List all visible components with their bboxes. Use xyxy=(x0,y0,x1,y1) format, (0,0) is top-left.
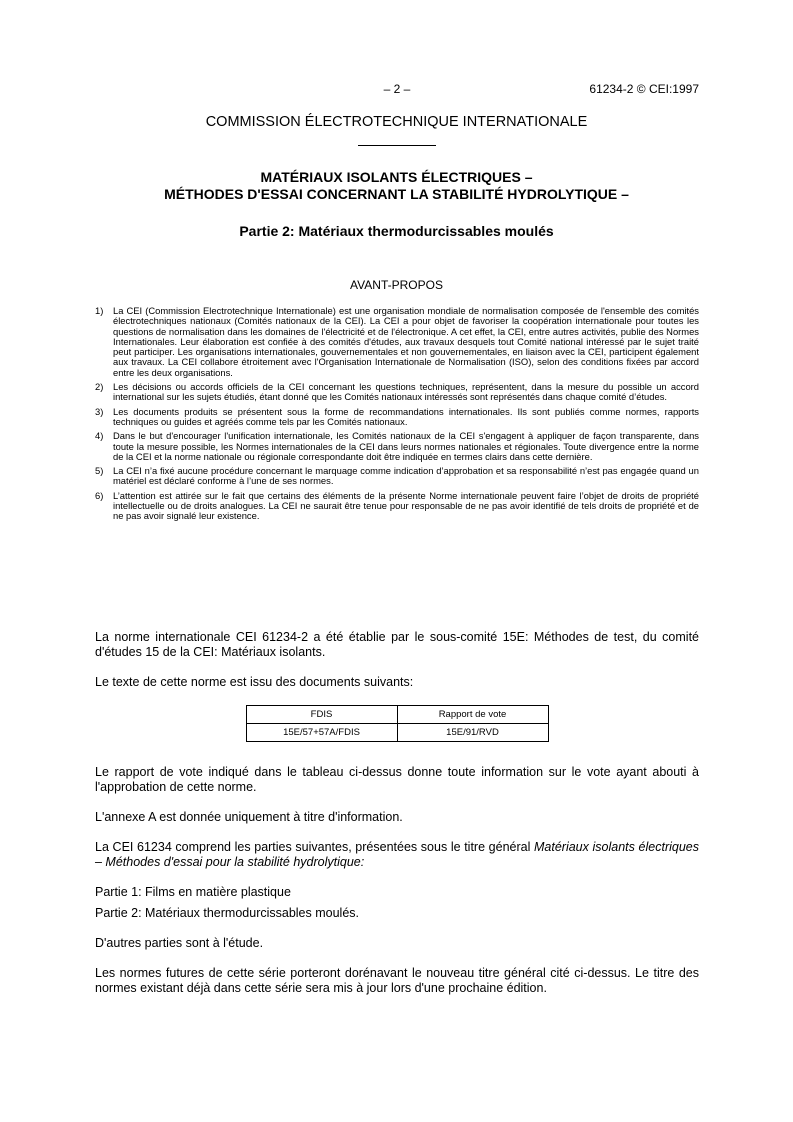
table-header-cell: FDIS xyxy=(246,706,397,724)
paragraph-annex: L'annexe A est donnée uniquement à titre d'information. xyxy=(95,810,403,824)
foreword-item-number: 1) xyxy=(95,305,104,316)
separator-rule xyxy=(358,145,436,146)
paragraph-other-parts: D'autres parties sont à l'étude. xyxy=(95,936,264,950)
parts-intro-text: La CEI 61234 comprend les parties suivantes, présentées sous le titre général xyxy=(95,840,534,854)
body-text xyxy=(95,630,699,1011)
page-number: – 2 – xyxy=(383,82,411,96)
foreword-item xyxy=(95,491,699,522)
paragraph-future-standards: Les normes futures de cette série porteront dorénavant le nouveau titre général cité ci-dessus. Le titre des normes existant déjà dans cette série sera mis à jour lors d'une prochaine édition. xyxy=(95,966,699,995)
part-1-line: Partie 1: Films en matière plastique xyxy=(95,885,291,899)
foreword-item-number: 4) xyxy=(95,430,104,442)
table-cell: 15E/57+57A/FDIS xyxy=(246,724,397,742)
voting-documents-table xyxy=(246,705,549,742)
page-header xyxy=(95,82,699,98)
part-2-line: Partie 2: Matériaux thermodurcissables moulés. xyxy=(95,906,360,920)
foreword-item-text: La CEI (Commission Electrotechnique Internationale) est une organisation mondiale de normalisation composée de l'ensemble des comités électrotechniques nationaux (Comités nationaux de la CEI). La CEI a pour objet de favoriser la coopération internationale pour toutes les questions de normalisation dans les domaines de l'électricité et de l'électronique. A cet effet, la CEI, entre autres activités, publie des Normes Internationales. Leur élaboration est confiée à des comités d'études, aux travaux desquels tout Comité national intéressé par le sujet traité peut participer. Les organisations internationales, gouvernementales et non gouvernementales, en liaison avec la CEI, participent également aux travaux. La CEI collabore étroitement avec l'Organisation Internationale de Normalisation (ISO), selon des conditions fixées par accord entre les deux organisations. xyxy=(113,305,699,378)
foreword-item-text: La CEI n’a fixé aucune procédure concernant le marquage comme indication d’approbation et sa responsabilité n’est pas engagée quand un matériel est déclaré conforme à l’une de ses normes. xyxy=(113,465,699,487)
table-row xyxy=(246,724,548,742)
foreword-item-text: L’attention est attirée sur le fait que certains des éléments de la présente Norme internationale peuvent faire l’objet de droits de propriété intellectuelle ou de droits analogues. La CEI ne saurait être tenue pour responsable de ne pas avoir identifié de tels droits de propriété et de ne pas avoir signalé leur existence. xyxy=(113,489,699,522)
document-subtitle: Partie 2: Matériaux thermodurcissables moulés xyxy=(239,223,554,239)
foreword-item-number: 2) xyxy=(95,381,104,393)
document-title xyxy=(0,169,793,203)
foreword-item-text: Dans le but d'encourager l'unification internationale, les Comités nationaux de la CEI s'engagent à appliquer de façon transparente, dans toute la mesure possible, les Normes internationales de la CEI dans leurs normes nationales et régionales. Toute divergence entre la norme de la CEI et la norme nationale ou régionale correspondante doit être indiquée en termes clairs dans cette dernière. xyxy=(113,430,699,462)
foreword-item-number: 5) xyxy=(95,465,104,477)
foreword-heading: AVANT-PROPOS xyxy=(350,278,443,292)
title-line-1: MATÉRIAUX ISOLANTS ÉLECTRIQUES – xyxy=(260,169,533,185)
foreword-item xyxy=(95,466,699,487)
organization-name: COMMISSION ÉLECTROTECHNIQUE INTERNATIONALE xyxy=(205,114,588,130)
paragraph-committee: La norme internationale CEI 61234-2 a été établie par le sous-comité 15E: Méthodes de test, du comité d'études 15 de la CEI: Matériaux isolants. xyxy=(95,630,699,659)
foreword-item xyxy=(95,306,699,378)
table-header-row xyxy=(246,706,548,724)
table-cell: 15E/91/RVD xyxy=(397,724,548,742)
foreword-list xyxy=(95,306,699,526)
foreword-item-number: 3) xyxy=(95,405,104,417)
general-title-italic: Matériaux isolants électriques – Méthodes d'essai pour la stabilité hydrolytique: xyxy=(95,840,699,869)
foreword-item xyxy=(95,407,699,428)
foreword-item-text: Les documents produits se présentent sous la forme de recommandations internationales. Ils sont publiés comme normes, rapports techniques ou guides et agréés comme tels par les Comités nationaux. xyxy=(113,405,699,427)
paragraph-parts-intro xyxy=(95,840,699,870)
paragraph-voting-report: Le rapport de vote indiqué dans le tableau ci-dessus donne toute information sur le vote ayant abouti à l'approbation de cette norme. xyxy=(95,765,699,794)
table-header-cell: Rapport de vote xyxy=(397,706,548,724)
foreword-item xyxy=(95,382,699,403)
foreword-item-text: Les décisions ou accords officiels de la CEI concernant les questions techniques, représentent, dans la mesure du possible un accord international sur les sujets étudiés, étant donné que les Comités nationaux intéressés sont représentés dans chaque comité d’études. xyxy=(113,381,699,403)
paragraph-documents-intro: Le texte de cette norme est issu des documents suivants: xyxy=(95,675,414,689)
foreword-item-number: 6) xyxy=(95,489,104,501)
foreword-item xyxy=(95,431,699,462)
title-line-2: MÉTHODES D'ESSAI CONCERNANT LA STABILITÉ HYDROLYTIQUE – xyxy=(164,186,629,202)
document-reference: 61234-2 © CEI:1997 xyxy=(589,82,699,96)
